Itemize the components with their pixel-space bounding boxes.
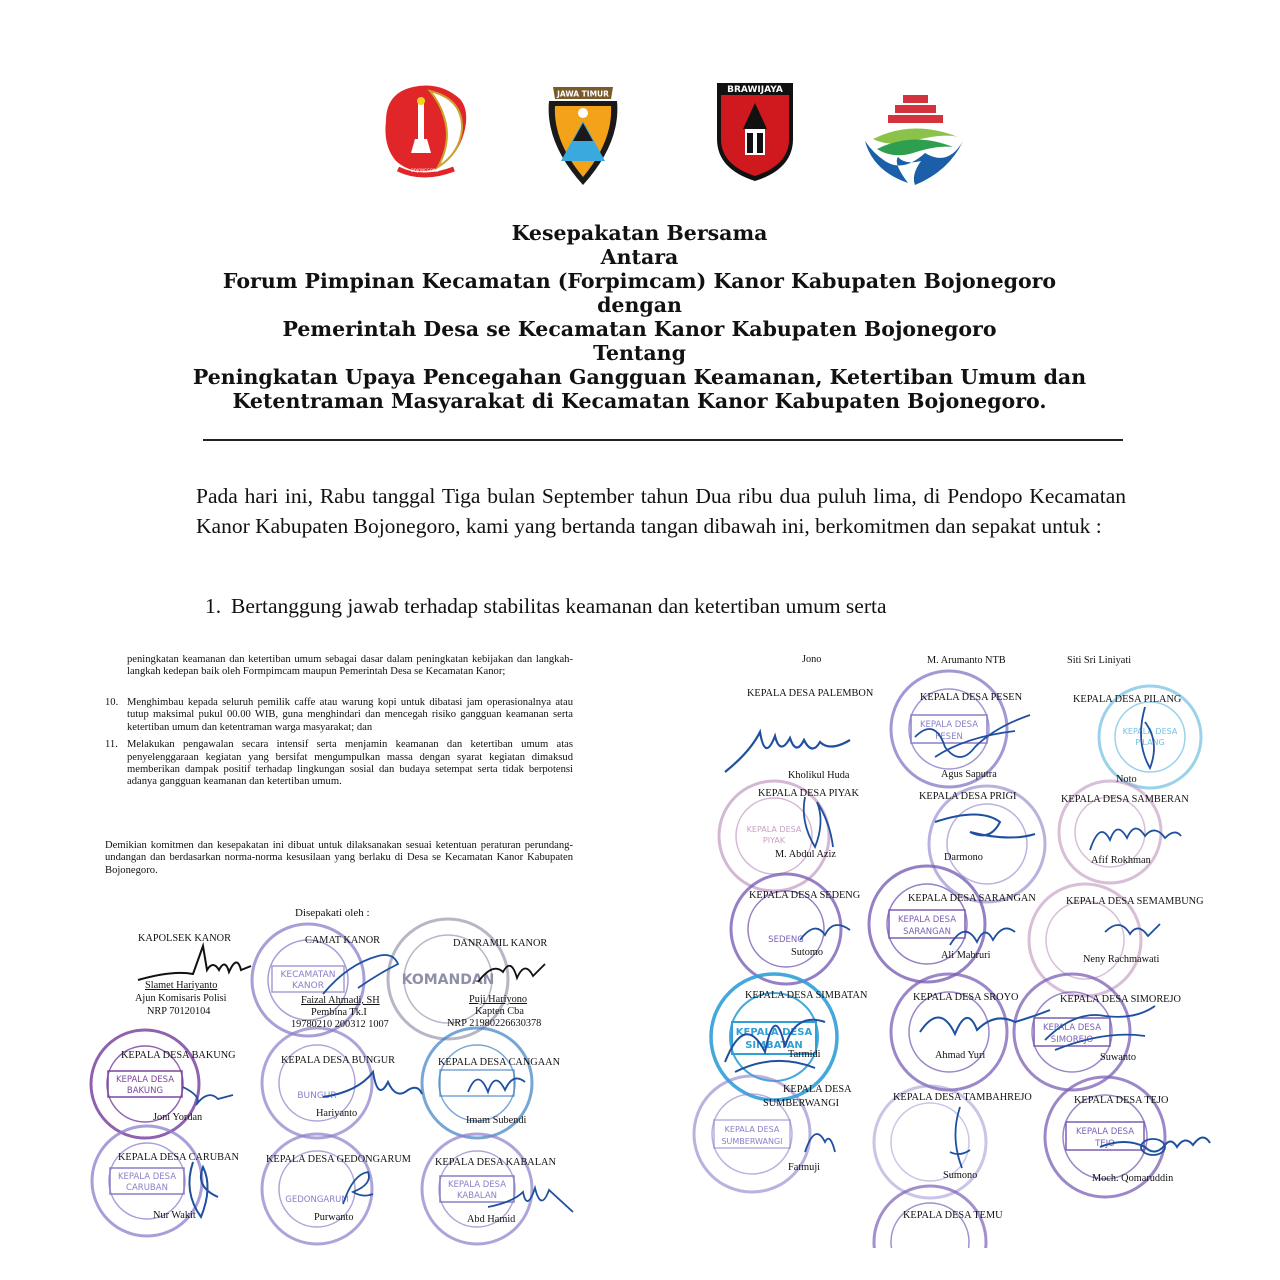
kemendesa-logo <box>863 91 968 191</box>
caruban-signature <box>173 1157 228 1222</box>
sedeng-signature <box>795 910 855 950</box>
svg-text:BAKUNG: BAKUNG <box>126 1086 164 1096</box>
village-title: KEPALA DESA PALEMBON <box>747 688 874 699</box>
camat-title: CAMAT KANOR <box>305 935 381 946</box>
village-title: KEPALA DESA PRIGI <box>919 791 1017 802</box>
village-title: KEPALA DESA SEDENG <box>749 890 861 901</box>
svg-text:KEPALA DESA: KEPALA DESA <box>1075 1127 1135 1137</box>
sumberwangi-signature <box>795 1112 840 1162</box>
simbatan-signature <box>715 992 835 1082</box>
svg-text:SARANGAN: SARANGAN <box>903 927 951 937</box>
camat-signature <box>318 944 408 1004</box>
pesen-signature <box>905 707 1035 777</box>
village-title: KEPALA DESA PESEN <box>920 692 1023 703</box>
village-head-name: Suwanto <box>1100 1052 1137 1063</box>
item-text: Melakukan pengawalan secara intensif serta menjamin keamanan dan ketertiban umum atas penyelenggaraan kegiatan yang bersifat mengumpulkan massa dengan syarat kegiatan dimaksud memberikan dampak positif terhadap lingkungan sosial dan budaya setempat serta tidak berpotensi adanya gangguan keamanan dan ketertiban umum. <box>127 739 573 788</box>
village-title: KEPALA DESA BAKUNG <box>121 1050 236 1061</box>
agreement-item-1 <box>205 591 1125 621</box>
svg-text:BOJONEGORO: BOJONEGORO <box>411 168 439 173</box>
village-title: KEPALA DESA SEMAMBUNG <box>1066 896 1204 907</box>
svg-text:JAWA TIMUR: JAWA TIMUR <box>557 89 609 99</box>
agreement-items-list <box>105 697 573 791</box>
cangaan-signature <box>463 1062 533 1107</box>
item-text: Bertanggung jawab terhadap stabilitas keamanan dan ketertiban umum serta <box>231 594 887 618</box>
svg-text:KEPALA DESA: KEPALA DESA <box>1042 1023 1102 1033</box>
village-title: KEPALA DESA PILANG <box>1073 694 1182 705</box>
village-head-name: Siti Sri Liniyati <box>1067 655 1132 666</box>
village-head-name: Imam Subendi <box>466 1115 527 1126</box>
svg-text:KEPALA DESA: KEPALA DESA <box>735 1027 813 1038</box>
agreement-item-10 <box>105 697 573 734</box>
svg-text:KANOR: KANOR <box>292 981 324 991</box>
svg-text:SUMBERWANGI: SUMBERWANGI <box>721 1137 783 1146</box>
polda-jawa-timur-logo <box>543 81 623 187</box>
svg-text:KEPALA DESA: KEPALA DESA <box>447 1180 507 1190</box>
bojonegoro-regency-logo <box>378 81 473 181</box>
svg-text:PIYAK: PIYAK <box>762 836 786 845</box>
pilang-signature <box>1115 702 1175 772</box>
item-number: 10. <box>105 697 119 708</box>
tambahrejo-signature <box>940 1102 980 1172</box>
village-head-name: Hariyanto <box>316 1108 358 1119</box>
village-head-name: Noto <box>1116 774 1137 785</box>
disepakati-label: Disepakati oleh : <box>295 907 370 919</box>
village-head-name: Sumono <box>943 1170 978 1181</box>
svg-text:PESEN: PESEN <box>935 732 963 742</box>
kodam-brawijaya-logo <box>713 79 797 183</box>
title-line: Forum Pimpinan Kecamatan (Forpimcam) Kanor Kabupaten Bojonegoro <box>222 269 1057 293</box>
svg-text:PILANG: PILANG <box>1135 738 1165 747</box>
svg-text:BRAWIJAYA: BRAWIJAYA <box>727 85 783 95</box>
svg-text:KEPALA DESA: KEPALA DESA <box>919 720 979 730</box>
kapolsek-title: KAPOLSEK KANOR <box>138 933 231 944</box>
village-head-name: Joni Yordan <box>153 1112 203 1123</box>
village-title: KEPALA DESA CARUBAN <box>118 1152 239 1163</box>
kapolsek-signature <box>133 940 263 990</box>
document-header-panel <box>33 33 1246 623</box>
village-head-name: Purwanto <box>314 1212 354 1223</box>
village-title: KEPALA DESA KABALAN <box>435 1157 556 1168</box>
previous-item-continuation: peningkatan keamanan dan ketertiban umum sebagai dasar dalam peningkatan kebijakan dan langkah-langkah kedepan baik oleh Formpimcam maupun Pemerintah Desa se Kecamatan Kanor; <box>127 654 573 678</box>
prigi-signature <box>930 802 1040 852</box>
village-head-name: Darmono <box>944 852 983 863</box>
svg-text:KEPALA DESA: KEPALA DESA <box>1122 727 1178 736</box>
village-head-name: Neny Rachmawati <box>1083 954 1160 965</box>
sarangan-signature <box>945 910 1020 955</box>
camat-name: Faizal Ahmadi, SH <box>301 995 380 1006</box>
samberan-signature <box>1085 810 1185 855</box>
title-line: Pemerintah Desa se Kecamatan Kanor Kabupaten Bojonegoro <box>282 317 997 341</box>
danramil-nrp: NRP 21980226630378 <box>447 1018 542 1029</box>
village-head-name: Abd Hamid <box>467 1214 516 1225</box>
village-head-name: Ahmad Yuri <box>935 1050 986 1061</box>
village-head-name: Agus Saputra <box>941 769 997 780</box>
village-head-name: Sutomo <box>791 947 824 958</box>
village-title: KEPALA DESA SAMBERAN <box>1061 794 1189 805</box>
village-head-name: M. Abdul Aziz <box>775 849 836 860</box>
item-number: 1. <box>205 594 222 618</box>
svg-text:CARUBAN: CARUBAN <box>126 1183 168 1193</box>
svg-text:KABALAN: KABALAN <box>457 1191 497 1201</box>
bakung-signature <box>178 1077 238 1112</box>
village-head-name: M. Arumanto NTB <box>927 655 1006 666</box>
village-head-name: Kholikul Huda <box>788 770 850 781</box>
simorejo-signature <box>1035 990 1165 1060</box>
item-number: 11. <box>105 739 118 751</box>
item-text: Menghimbau kepada seluruh pemilik caffe atau warung kopi untuk dibatasi jam operasionalnya atau tutup maksimal pukul 00.00 WIB, guna menghindari dan mencegah risiko gangguan keamanan serta ketertiban umum dan ketentraman warga masyarakat; dan <box>127 697 573 733</box>
closing-paragraph: Demikian komitmen dan kesepakatan ini dibuat untuk dilaksanakan sesuai ketentuan peraturan perundang-undangan dan berdasarkan norma-norma kesusilaan yang berlaku di Desa se Kecamatan Kanor Kabupaten Bojonegoro. <box>105 840 573 876</box>
bungur-signature <box>318 1062 428 1112</box>
danramil-rank: Kapten Cba <box>475 1006 524 1017</box>
svg-text:SIMOREJO: SIMOREJO <box>1050 1035 1094 1045</box>
village-head-name: Nur Wakit <box>153 1210 196 1221</box>
village-title: KEPALA DESA SIMBATAN <box>745 990 868 1001</box>
village-title: KEPALA DESA SIMOREJO <box>1060 994 1181 1005</box>
svg-text:KEPALA DESA: KEPALA DESA <box>897 915 957 925</box>
village-title: KEPALA DESA TEJO <box>1074 1095 1169 1106</box>
title-line: Tentang <box>593 341 686 365</box>
village-head-name: Tarmidi <box>788 1049 821 1060</box>
signature-page-left <box>33 652 623 1248</box>
kapolsek-name: Slamet Hariyanto <box>145 980 218 991</box>
danramil-signature <box>473 952 553 992</box>
svg-text:KECAMATAN: KECAMATAN <box>280 970 336 980</box>
village-title: KEPALA DESA SARANGAN <box>908 893 1036 904</box>
village-head-name: Fatmuji <box>788 1162 821 1173</box>
intro-paragraph: Pada hari ini, Rabu tanggal Tiga bulan September tahun Dua ribu dua puluh lima, di Pendopo Kecamatan Kanor Kabupaten Bojonegoro, kami yang bertanda tangan dibawah ini, berkomitmen dan sepakat untuk : <box>196 484 1126 538</box>
village-title: KEPALA DESA SROYO <box>913 992 1019 1003</box>
svg-text:KEPALA DESA: KEPALA DESA <box>724 1125 780 1134</box>
village-title-line2: SUMBERWANGI <box>763 1098 840 1109</box>
svg-text:KEPALA DESA: KEPALA DESA <box>746 825 802 834</box>
village-head-name: Jono <box>802 654 822 665</box>
gedongarum-signature <box>333 1164 383 1209</box>
title-line: dengan <box>597 293 682 317</box>
title-line: Ketentraman Masyarakat di Kecamatan Kanor Kabupaten Bojonegoro. <box>232 389 1047 413</box>
village-title: KEPALA DESA BUNGUR <box>281 1055 396 1066</box>
village-head-name: Ali Mabruri <box>941 950 991 961</box>
kapolsek-rank: Ajun Komisaris Polisi <box>135 993 227 1004</box>
village-title: KEPALA DESA TAMBAHREJO <box>893 1092 1032 1103</box>
sroyo-signature <box>915 992 1055 1052</box>
semambung-signature <box>1100 912 1165 952</box>
village-head-name: Moch. Qomaruddin <box>1092 1173 1174 1184</box>
title-line: Peningkatan Upaya Pencegahan Gangguan Keamanan, Ketertiban Umum dan <box>192 365 1087 389</box>
village-head-name: Afif Rokhman <box>1091 855 1151 866</box>
title-line: Kesepakatan Bersama <box>511 221 768 245</box>
camat-rank: Pembina Tk.I <box>311 1007 367 1018</box>
kapolsek-nrp: NRP 70120104 <box>147 1006 211 1017</box>
camat-nip: 19780210 200312 1007 <box>291 1019 389 1030</box>
svg-text:KOMANDAN: KOMANDAN <box>401 972 495 988</box>
village-title: KEPALA DESA CANGAAN <box>438 1057 561 1068</box>
danramil-title: DANRAMIL KANOR <box>453 938 548 949</box>
village-title: KEPALA DESA TEMU <box>903 1210 1003 1221</box>
svg-text:SEDENG: SEDENG <box>768 935 804 945</box>
title-line: Antara <box>600 245 679 269</box>
tejo-signature <box>1095 1117 1215 1167</box>
svg-text:SIMBATAN: SIMBATAN <box>745 1040 803 1051</box>
svg-text:TEJO: TEJO <box>1095 1139 1115 1149</box>
village-title: KEPALA DESA <box>783 1084 852 1095</box>
piyak-signature <box>795 792 840 852</box>
signature-page-right <box>655 652 1247 1248</box>
agreement-title <box>33 221 1246 413</box>
svg-text:GEDONGARUM: GEDONGARUM <box>285 1195 349 1205</box>
danramil-name: Puji Hariyono <box>469 994 528 1005</box>
agreement-item-11 <box>105 739 573 789</box>
svg-text:KEPALA DESA: KEPALA DESA <box>115 1075 175 1085</box>
village-title: KEPALA DESA PIYAK <box>758 788 859 799</box>
kabalan-signature <box>483 1172 578 1222</box>
village-title: KEPALA DESA GEDONGARUM <box>266 1154 411 1165</box>
svg-text:BUNGUR: BUNGUR <box>297 1091 337 1101</box>
title-underline <box>203 439 1123 441</box>
svg-text:KEPALA DESA: KEPALA DESA <box>117 1172 177 1182</box>
palembon-signature <box>720 712 870 782</box>
